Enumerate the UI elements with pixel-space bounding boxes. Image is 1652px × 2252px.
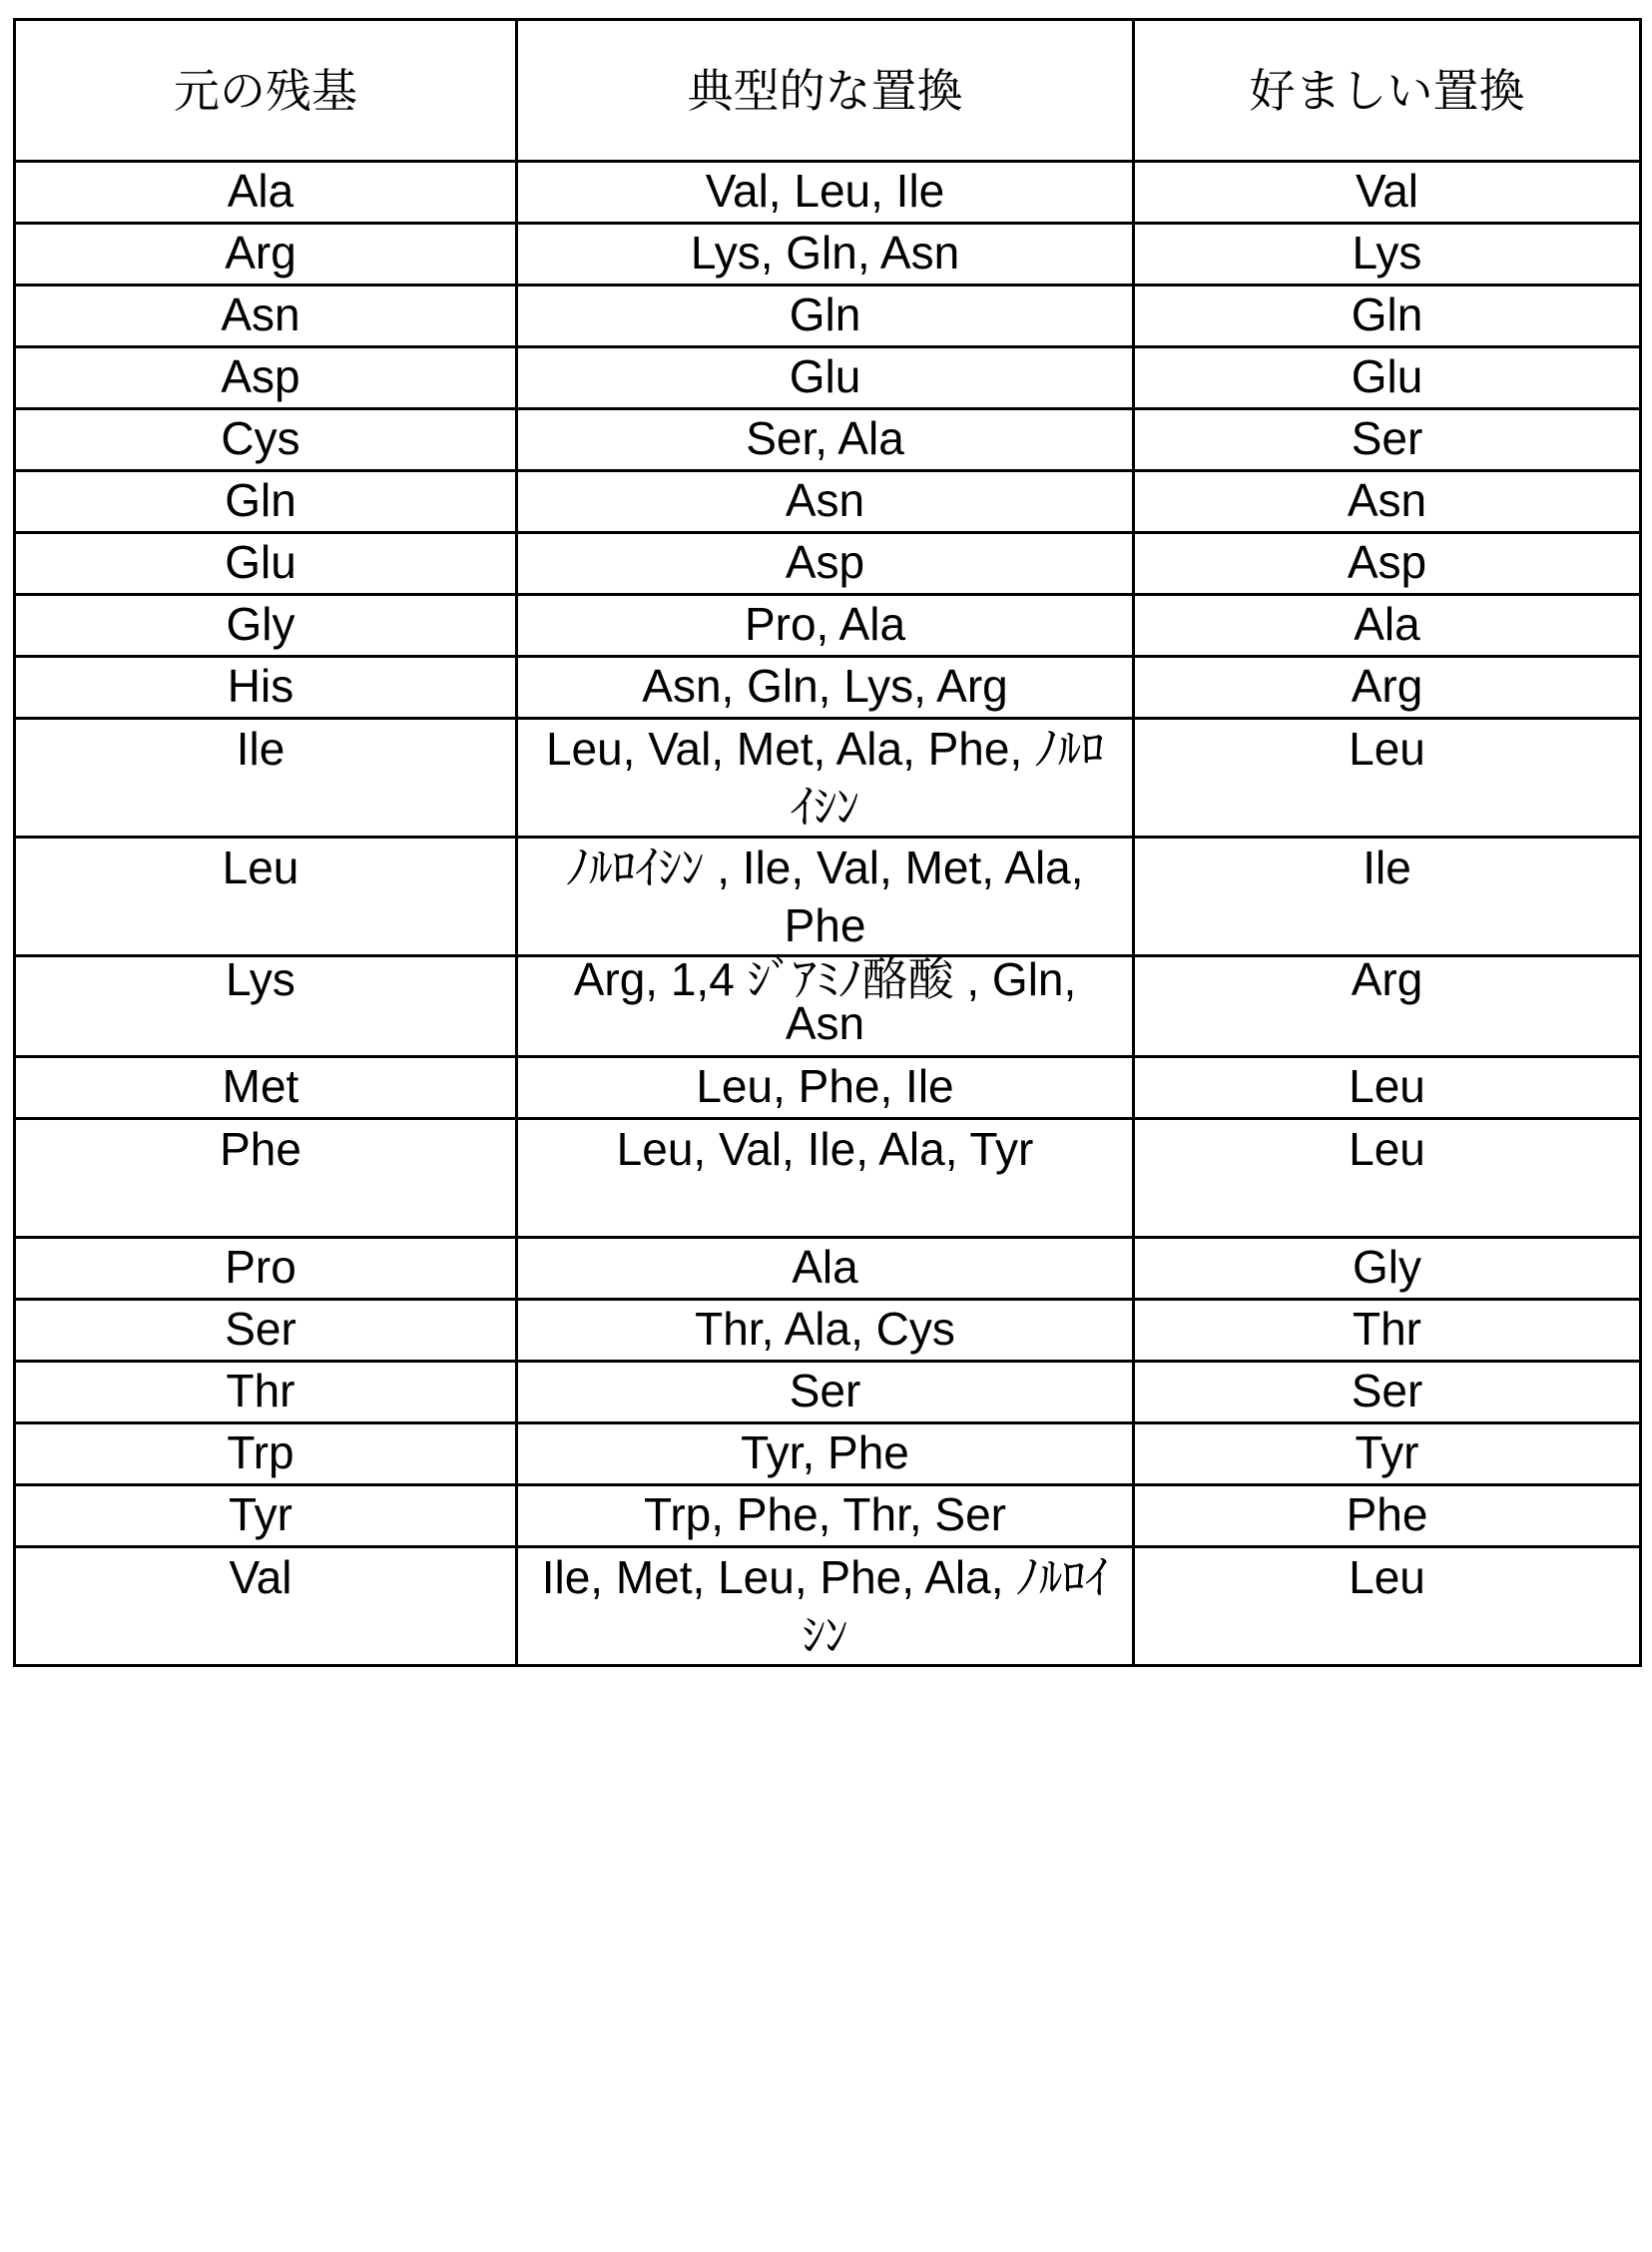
cell-original-residue bbox=[15, 1300, 517, 1362]
header-row bbox=[15, 20, 1641, 162]
table-row bbox=[15, 162, 1641, 224]
cell-preferred-substitution bbox=[1134, 719, 1641, 838]
cell-typical-substitution bbox=[517, 347, 1134, 409]
cell-typical-substitution-text: Glu bbox=[518, 348, 1132, 404]
cell-preferred-substitution-text: Asp bbox=[1135, 534, 1639, 590]
cell-typical-substitution bbox=[517, 285, 1134, 347]
cell-original-residue bbox=[15, 409, 517, 471]
cell-preferred-substitution bbox=[1134, 1547, 1641, 1666]
cell-preferred-substitution bbox=[1134, 409, 1641, 471]
cell-original-residue bbox=[15, 657, 517, 719]
cell-typical-substitution-text: Asn, Gln, Lys, Arg bbox=[518, 658, 1132, 714]
cell-typical-substitution bbox=[517, 657, 1134, 719]
cell-original-residue-text: Lys bbox=[16, 957, 515, 1001]
cell-typical-substitution-text: Tyr, Phe bbox=[518, 1424, 1132, 1480]
cell-preferred-substitution bbox=[1134, 838, 1641, 956]
cell-typical-substitution bbox=[517, 533, 1134, 595]
cell-original-residue bbox=[15, 162, 517, 224]
cell-original-residue bbox=[15, 533, 517, 595]
cell-typical-substitution bbox=[517, 471, 1134, 533]
cell-typical-substitution-text: Ser bbox=[518, 1363, 1132, 1418]
cell-preferred-substitution-text: Arg bbox=[1135, 957, 1639, 1001]
cell-typical-substitution-text: Pro, Ala bbox=[518, 596, 1132, 652]
cell-original-residue bbox=[15, 1423, 517, 1485]
cell-original-residue-text: Tyr bbox=[16, 1486, 515, 1542]
cell-preferred-substitution-text: Leu bbox=[1135, 720, 1639, 778]
cell-preferred-substitution bbox=[1134, 471, 1641, 533]
cell-preferred-substitution bbox=[1134, 657, 1641, 719]
cell-typical-substitution-text: Val, Leu, Ile bbox=[518, 163, 1132, 219]
cell-original-residue-text: Pro bbox=[16, 1239, 515, 1295]
cell-original-residue-text: Gln bbox=[16, 472, 515, 528]
cell-original-residue bbox=[15, 1119, 517, 1238]
cell-original-residue bbox=[15, 595, 517, 657]
substitution-table bbox=[13, 18, 1642, 1667]
table-row bbox=[15, 471, 1641, 533]
cell-preferred-substitution bbox=[1134, 1485, 1641, 1547]
cell-preferred-substitution-text: Glu bbox=[1135, 348, 1639, 404]
cell-original-residue-text: Leu bbox=[16, 839, 515, 896]
cell-typical-substitution-text: Thr, Ala, Cys bbox=[518, 1301, 1132, 1357]
table-row bbox=[15, 409, 1641, 471]
cell-original-residue bbox=[15, 838, 517, 956]
table-row bbox=[15, 1362, 1641, 1423]
cell-typical-substitution bbox=[517, 409, 1134, 471]
cell-original-residue bbox=[15, 1485, 517, 1547]
cell-typical-substitution bbox=[517, 719, 1134, 838]
cell-typical-substitution-text: Ala bbox=[518, 1239, 1132, 1295]
cell-original-residue-text: Met bbox=[16, 1058, 515, 1114]
cell-preferred-substitution bbox=[1134, 1238, 1641, 1300]
cell-typical-substitution bbox=[517, 956, 1134, 1057]
cell-typical-substitution-text: Ile, Met, Leu, Phe, Ala, ﾉﾙﾛｲｼﾝ bbox=[518, 1548, 1132, 1664]
cell-original-residue-text: Asn bbox=[16, 286, 515, 342]
cell-original-residue-text: Ile bbox=[16, 720, 515, 778]
cell-typical-substitution bbox=[517, 1362, 1134, 1423]
cell-preferred-substitution-text: Tyr bbox=[1135, 1424, 1639, 1480]
table-row bbox=[15, 1485, 1641, 1547]
cell-typical-substitution-text: Asp bbox=[518, 534, 1132, 590]
cell-original-residue bbox=[15, 719, 517, 838]
cell-typical-substitution bbox=[517, 1300, 1134, 1362]
table-row bbox=[15, 224, 1641, 285]
cell-preferred-substitution bbox=[1134, 1057, 1641, 1119]
cell-preferred-substitution bbox=[1134, 224, 1641, 285]
cell-typical-substitution bbox=[517, 595, 1134, 657]
cell-preferred-substitution-text: Leu bbox=[1135, 1548, 1639, 1606]
cell-original-residue-text: Asp bbox=[16, 348, 515, 404]
cell-original-residue-text: Glu bbox=[16, 534, 515, 590]
cell-preferred-substitution bbox=[1134, 1362, 1641, 1423]
cell-preferred-substitution bbox=[1134, 1300, 1641, 1362]
table-row bbox=[15, 838, 1641, 956]
cell-typical-substitution bbox=[517, 1119, 1134, 1238]
cell-preferred-substitution bbox=[1134, 956, 1641, 1057]
cell-preferred-substitution-text: Gly bbox=[1135, 1239, 1639, 1295]
cell-original-residue bbox=[15, 1238, 517, 1300]
table-row bbox=[15, 533, 1641, 595]
cell-typical-substitution-text: Leu, Val, Met, Ala, Phe, ﾉﾙﾛｲｼﾝ bbox=[518, 720, 1132, 836]
cell-original-residue-text: Gly bbox=[16, 596, 515, 652]
cell-preferred-substitution-text: Ser bbox=[1135, 1363, 1639, 1418]
cell-original-residue-text: Ser bbox=[16, 1301, 515, 1357]
cell-typical-substitution-text: Asn bbox=[518, 472, 1132, 528]
table-row bbox=[15, 1423, 1641, 1485]
cell-preferred-substitution-text: Arg bbox=[1135, 658, 1639, 714]
cell-original-residue bbox=[15, 224, 517, 285]
table-row bbox=[15, 595, 1641, 657]
cell-original-residue-text: His bbox=[16, 658, 515, 714]
cell-preferred-substitution-text: Ala bbox=[1135, 596, 1639, 652]
cell-typical-substitution-text: Gln bbox=[518, 286, 1132, 342]
cell-preferred-substitution-text: Leu bbox=[1135, 1120, 1639, 1178]
table-row bbox=[15, 1119, 1641, 1238]
table-row bbox=[15, 1238, 1641, 1300]
cell-preferred-substitution bbox=[1134, 347, 1641, 409]
cell-typical-substitution-text: Leu, Phe, Ile bbox=[518, 1058, 1132, 1114]
header-original-residue: 元の残基 bbox=[15, 20, 517, 162]
cell-original-residue bbox=[15, 285, 517, 347]
cell-preferred-substitution-text: Ser bbox=[1135, 410, 1639, 466]
cell-preferred-substitution-text: Leu bbox=[1135, 1058, 1639, 1114]
header-preferred-substitution: 好ましい置換 bbox=[1134, 20, 1641, 162]
cell-typical-substitution-text: Trp, Phe, Thr, Ser bbox=[518, 1486, 1132, 1542]
cell-preferred-substitution bbox=[1134, 533, 1641, 595]
table-row bbox=[15, 657, 1641, 719]
cell-typical-substitution-text: Ser, Ala bbox=[518, 410, 1132, 466]
cell-preferred-substitution bbox=[1134, 1423, 1641, 1485]
cell-typical-substitution-text: Arg, 1,4 ｼﾞｱﾐﾉ酪酸 , Gln, Asn bbox=[518, 957, 1132, 1045]
table-body bbox=[15, 162, 1641, 1666]
cell-typical-substitution bbox=[517, 224, 1134, 285]
cell-original-residue-text: Val bbox=[16, 1548, 515, 1606]
cell-preferred-substitution-text: Asn bbox=[1135, 472, 1639, 528]
cell-typical-substitution bbox=[517, 1238, 1134, 1300]
cell-original-residue-text: Ala bbox=[16, 163, 515, 219]
cell-preferred-substitution bbox=[1134, 162, 1641, 224]
cell-preferred-substitution bbox=[1134, 285, 1641, 347]
cell-typical-substitution-text: ﾉﾙﾛｲｼﾝ , Ile, Val, Met, Ala, Phe bbox=[518, 839, 1132, 954]
cell-original-residue-text: Thr bbox=[16, 1363, 515, 1418]
cell-original-residue-text: Arg bbox=[16, 225, 515, 281]
cell-preferred-substitution-text: Phe bbox=[1135, 1486, 1639, 1542]
table-row bbox=[15, 347, 1641, 409]
cell-original-residue bbox=[15, 471, 517, 533]
table-row bbox=[15, 285, 1641, 347]
cell-original-residue-text: Cys bbox=[16, 410, 515, 466]
cell-original-residue bbox=[15, 956, 517, 1057]
cell-preferred-substitution-text: Ile bbox=[1135, 839, 1639, 896]
table-row bbox=[15, 1057, 1641, 1119]
cell-preferred-substitution bbox=[1134, 1119, 1641, 1238]
cell-preferred-substitution bbox=[1134, 595, 1641, 657]
cell-typical-substitution bbox=[517, 1423, 1134, 1485]
cell-typical-substitution bbox=[517, 838, 1134, 956]
cell-preferred-substitution-text: Lys bbox=[1135, 225, 1639, 281]
table-row bbox=[15, 1547, 1641, 1666]
cell-typical-substitution-text: Lys, Gln, Asn bbox=[518, 225, 1132, 281]
cell-original-residue-text: Phe bbox=[16, 1120, 515, 1178]
cell-typical-substitution bbox=[517, 1485, 1134, 1547]
cell-original-residue bbox=[15, 1547, 517, 1666]
cell-original-residue-text: Trp bbox=[16, 1424, 515, 1480]
cell-preferred-substitution-text: Gln bbox=[1135, 286, 1639, 342]
table-row bbox=[15, 1300, 1641, 1362]
cell-original-residue bbox=[15, 1362, 517, 1423]
cell-original-residue bbox=[15, 347, 517, 409]
cell-typical-substitution bbox=[517, 1057, 1134, 1119]
cell-typical-substitution-text: Leu, Val, Ile, Ala, Tyr bbox=[518, 1120, 1132, 1178]
cell-typical-substitution bbox=[517, 162, 1134, 224]
header-typical-substitution: 典型的な置換 bbox=[517, 20, 1134, 162]
table-row bbox=[15, 719, 1641, 838]
cell-typical-substitution bbox=[517, 1547, 1134, 1666]
cell-preferred-substitution-text: Val bbox=[1135, 163, 1639, 219]
cell-original-residue bbox=[15, 1057, 517, 1119]
cell-preferred-substitution-text: Thr bbox=[1135, 1301, 1639, 1357]
table-row bbox=[15, 956, 1641, 1057]
